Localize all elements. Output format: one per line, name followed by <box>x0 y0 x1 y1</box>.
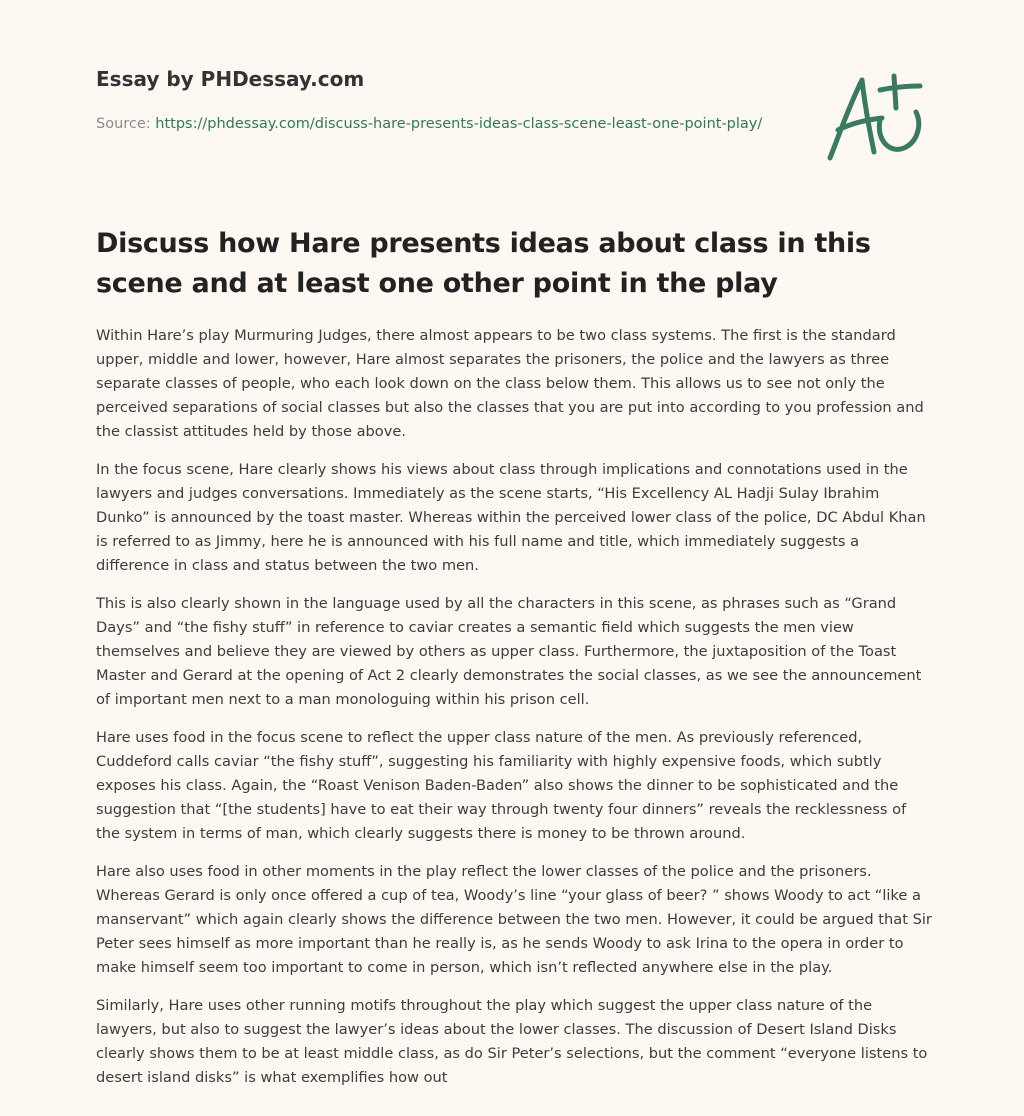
paragraph: In the focus scene, Hare clearly shows his views about class through implications and connotations used in the lawyers and judges conversations. Immediately as the scene starts, “His Excellency AL Hadji Sulay Ibrahim Dunko” is announced by the toast master. Whereas within the perceived lower class of the police, DC Abdul Khan is referred to as Jimmy, here he is announced with his full name and title, which immediately suggests a difference in class and status between the two men. <box>96 461 926 574</box>
paragraph: Similarly, Hare uses other running motifs throughout the play which suggest the upper class nature of the lawyers, but also to suggest the lawyer’s ideas about the lower classes. The discussion of Desert Island Disks clearly shows them to be at least middle class, as do Sir Peter’s selections, but the comment “everyone listens to desert island disks” is what exemplifies how out <box>96 997 928 1086</box>
source-label: Source: <box>96 116 156 132</box>
source-line <box>96 112 776 136</box>
paragraph: Within Hare’s play Murmuring Judges, there almost appears to be two class systems. The first is the standard upper, middle and lower, however, Hare almost separates the prisoners, the police and the lawyers as three separate classes of people, who each look down on the class below them. This allows us to see not only the perceived separations of social classes but also the classes that you are put into according to you profession and the classist attitudes held by those above. <box>96 327 924 440</box>
paragraph: Hare uses food in the focus scene to reflect the upper class nature of the men. As previously referenced, Cuddeford calls caviar “the fishy stuff”, suggesting his familiarity with highly expensive foods, which subtly exposes his class. Again, the “Roast Venison Baden-Baden” also shows the dinner to be sophisticated and the suggestion that “[the students] have to eat their way through twenty four dinners” reveals the recklessness of the system in terms of man, which clearly suggests there is money to be thrown around. <box>96 729 907 842</box>
a-plus-grade-icon <box>824 68 928 164</box>
header <box>96 66 776 136</box>
article-body <box>96 324 932 1104</box>
paragraph: Hare also uses food in other moments in the play reflect the lower classes of the police and the prisoners. Whereas Gerard is only once offered a cup of tea, Woody’s line “your glass of beer? ” shows Woody to act “like a manservant” which again clearly shows the difference between the two men. However, it could be argued that Sir Peter sees himself as more important than he really is, as he sends Woody to ask Irina to the opera in order to make himself seem too important to come in person, which isn’t reflected anywhere else in the play. <box>96 863 932 976</box>
paragraph: This is also clearly shown in the language used by all the characters in this scene, as phrases such as “Grand Days” and “the fishy stuff” in reference to caviar creates a semantic field which suggests the men view themselves and believe they are viewed by others as upper class. Furthermore, the juxtaposition of the Toast Master and Gerard at the opening of Act 2 clearly demonstrates the social classes, as we see the announcement of important men next to a man monologuing within his prison cell. <box>96 595 922 708</box>
source-link[interactable]: https://phdessay.com/discuss-hare-presents-ideas-class-scene-least-one-point-play/ <box>155 116 763 132</box>
a-plus-logo-graphic <box>824 68 928 164</box>
article-title: Discuss how Hare presents ideas about class in this scene and at least one other point in the play <box>96 228 871 299</box>
site-brand: Essay by PHDessay.com <box>96 67 365 91</box>
